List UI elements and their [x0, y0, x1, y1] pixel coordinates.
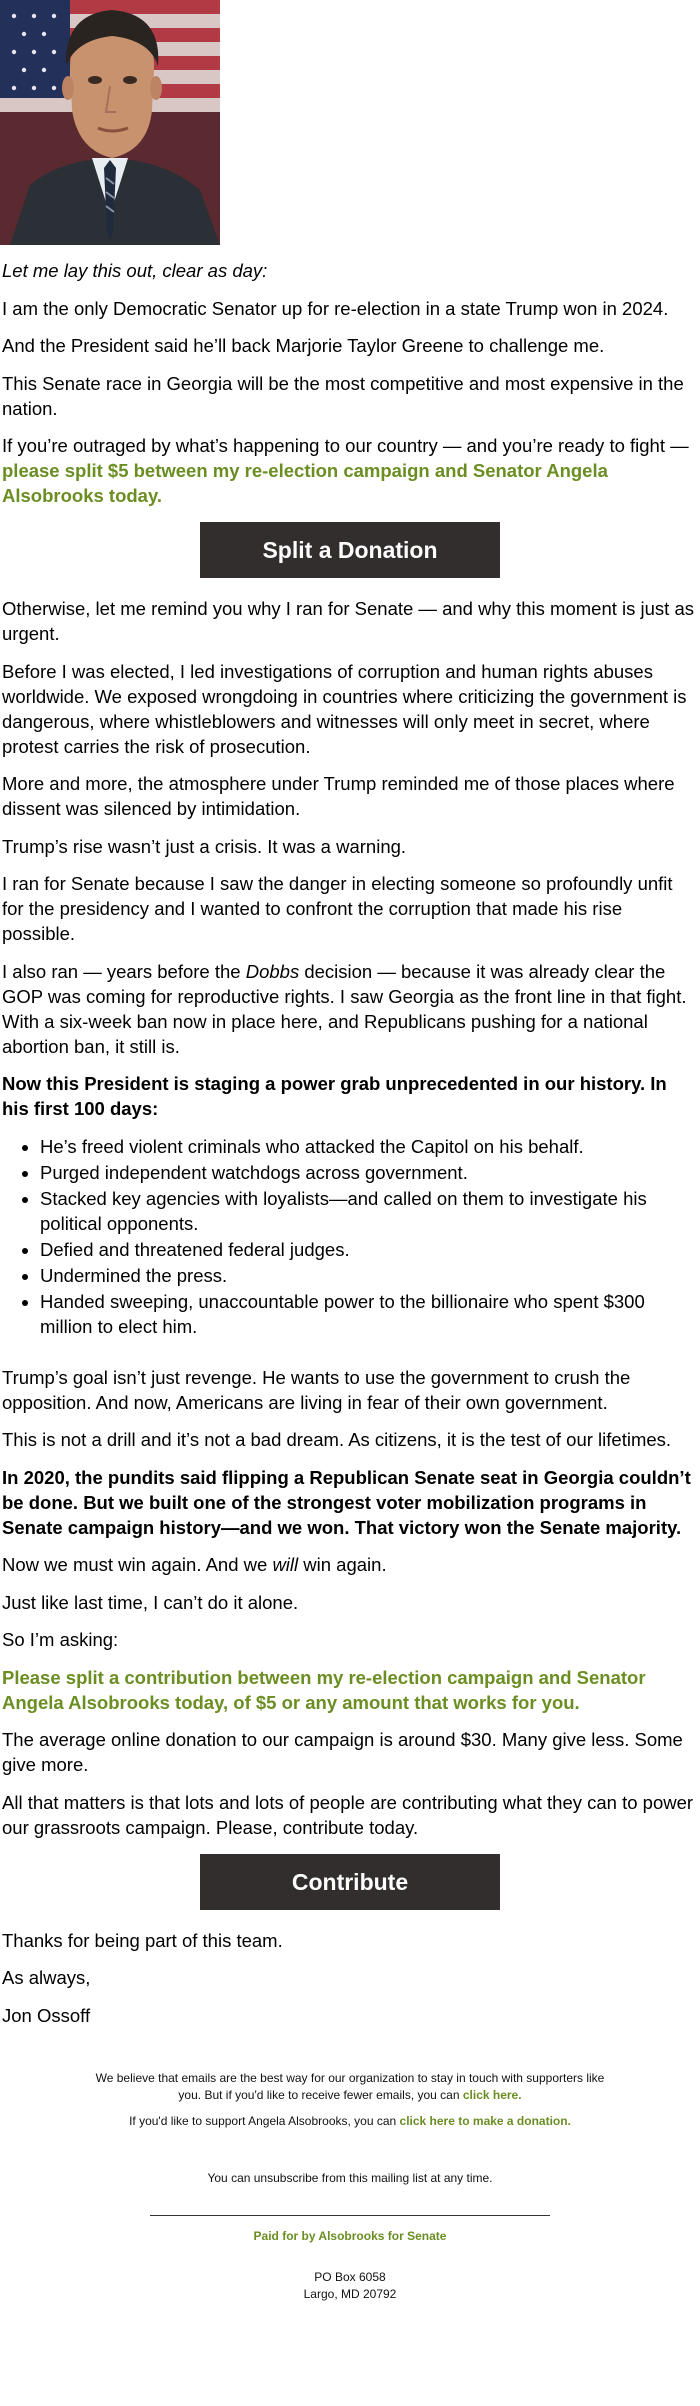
first-100-days-list	[2, 1134, 698, 1339]
candidate-photo	[0, 0, 220, 245]
paragraph	[2, 959, 698, 1059]
footer-text: We believe that emails are the best way for our organization to stay in touch with supporters like you. But if you'd like to receive fewer emails, you can	[95, 2071, 605, 2102]
paragraph: Otherwise, let me remind you why I ran for Senate — and why this moment is just as urgent.	[2, 598, 694, 644]
paragraph: I am the only Democratic Senator up for re-election in a state Trump won in 2024.	[2, 297, 669, 319]
address-line: Largo, MD 20792	[303, 2287, 397, 2301]
paragraph: All that matters is that lots and lots of people are contributing what they can to power our grassroots campaign. Please, contribute today.	[2, 1791, 694, 1838]
list-item: • He’s freed violent criminals who attacked the Capitol on his behalf.	[40, 1134, 698, 1159]
footer-divider	[150, 2215, 550, 2216]
paragraph-text: If you’re outraged by what’s happening to our country — and you’re ready to fight —	[2, 435, 689, 456]
fewer-emails-link[interactable]: click here.	[462, 2088, 522, 2102]
button-wrapper	[2, 1854, 698, 1910]
contribution-link[interactable]: Please split a contribution between my re-election campaign and Senator Angela Alsobrooks today, of $5 or any amount that works for you.	[2, 1666, 646, 1713]
list-item: • Undermined the press.	[40, 1263, 698, 1288]
list-item: • Handed sweeping, unaccountable power to the billionaire who spent $300 million to elect him.	[40, 1289, 698, 1339]
list-item: • Stacked key agencies with loyalists—and called on them to investigate his political opponents.	[40, 1186, 698, 1236]
paragraph-text: Now we must win again. And we	[2, 1554, 273, 1575]
paid-for-text: Paid for by Alsobrooks for Senate	[253, 2229, 447, 2243]
paragraph	[2, 1665, 698, 1715]
email-body	[0, 245, 700, 2028]
paragraph: So I’m asking:	[2, 1629, 119, 1650]
paragraph-text: win again.	[298, 1554, 387, 1575]
list-item: • Defied and threatened federal judges.	[40, 1237, 698, 1262]
paragraph: Just like last time, I can’t do it alone.	[2, 1591, 299, 1613]
paragraph	[2, 433, 698, 508]
paragraph: Trump’s goal isn’t just revenge. He wants to use the government to crush the opposition. And now, Americans are living in fear of their own government.	[2, 1366, 631, 1413]
intro-line	[2, 245, 698, 283]
paragraph: This is not a drill and it’s not a bad dream. As citizens, it is the test of our lifetimes.	[2, 1429, 672, 1450]
paragraph	[2, 1552, 698, 1577]
bold-paragraph	[2, 1071, 698, 1121]
will-emphasis: will	[272, 1554, 299, 1575]
paragraph: I ran for Senate because I saw the danger in electing someone so profoundly unfit for the presidency and I wanted to confront the corruption that made his rise possible.	[2, 873, 673, 944]
bold-text: Now this President is staging a power grab unprecedented in our history. In his first 100 days:	[2, 1073, 667, 1119]
paragraph: More and more, the atmosphere under Trump reminded me of those places where dissent was silenced by intimidation.	[2, 773, 675, 819]
contribute-button[interactable]: Contribute	[200, 1854, 500, 1910]
alsobrooks-donation-link[interactable]: click here to make a donation.	[399, 2114, 571, 2128]
bold-text: In 2020, the pundits said flipping a Republican Senate seat in Georgia couldn’t be done. But we built one of the strongest voter mobilization programs in Senate campaign history—and we won. That victory won the Senate majority.	[2, 1466, 691, 1538]
paragraph-text: decision — because it was already clear the GOP was coming for reproductive rights. I saw Georgia as the front line in that fight. With a six-week ban now in place here, and Republicans pushing for a national abortion ban, it still is.	[2, 960, 687, 1057]
intro-text: Let me lay this out, clear as day:	[2, 260, 268, 281]
paragraph: Before I was elected, I led investigations of corruption and human rights abuses worldwide. We exposed wrongdoing in countries where criticizing the government is dangerous, where whistleblowers and witnesses will only meet in secret, where protest carries the risk of prosecution.	[2, 660, 687, 757]
footer-text: If you'd like to support Angela Alsobrooks, you can	[129, 2114, 400, 2128]
footer-unsubscribe: You can unsubscribe from this mailing list at any time.	[207, 2171, 493, 2185]
list-item: • Purged independent watchdogs across government.	[40, 1160, 698, 1185]
address-line: PO Box 6058	[314, 2270, 386, 2284]
bold-paragraph	[2, 1465, 698, 1540]
paragraph: As always,	[2, 1967, 91, 1988]
signature: Jon Ossoff	[2, 2004, 91, 2026]
paragraph: Thanks for being part of this team.	[2, 1929, 283, 1951]
paragraph: This Senate race in Georgia will be the most competitive and most expensive in the nation.	[2, 372, 684, 419]
paragraph: The average online donation to our campaign is around $30. Many give less. Some give more.	[2, 1729, 683, 1775]
footer-support	[0, 2113, 700, 2130]
button-wrapper	[2, 522, 698, 578]
paid-for-disclaimer	[0, 2228, 700, 2245]
dobbs-emphasis: Dobbs	[245, 960, 300, 982]
paragraph: And the President said he’ll back Marjorie Taylor Greene to challenge me.	[2, 335, 605, 356]
footer-fewer-emails	[95, 2070, 605, 2104]
paragraph-text: I also ran — years before the	[2, 960, 246, 982]
split-donation-button[interactable]: Split a Donation	[200, 522, 500, 578]
email-footer	[0, 2040, 700, 2303]
paragraph: Trump’s rise wasn’t just a crisis. It was a warning.	[2, 835, 407, 857]
split-donation-link[interactable]: please split $5 between my re-election campaign and Senator Angela Alsobrooks today.	[2, 460, 608, 506]
